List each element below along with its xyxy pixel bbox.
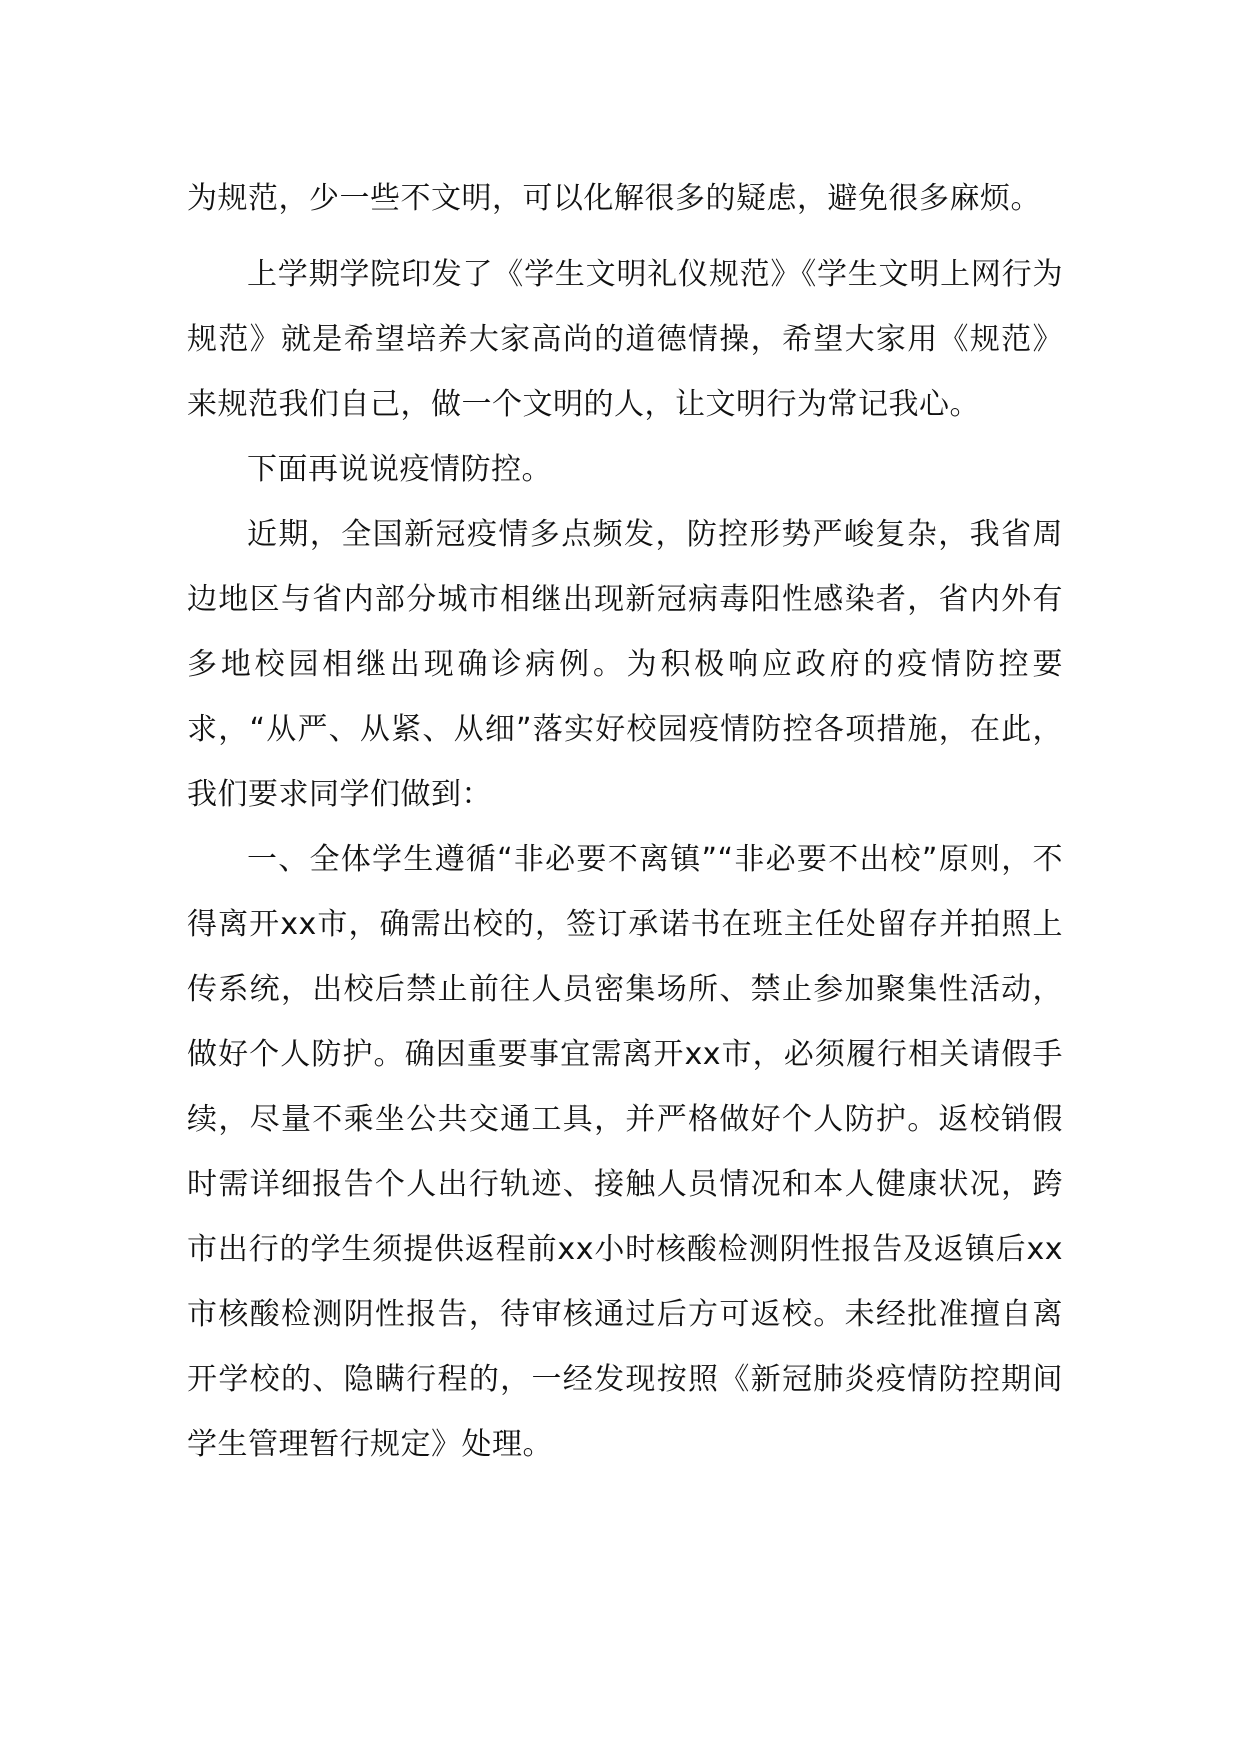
paragraph-regulations: 上学期学院印发了《学生文明礼仪规范》《学生文明上网行为规范》就是希望培养大家高尚的道德情操，希望大家用《规范》来规范我们自己，做一个文明的人，让文明行为常记我心。 — [187, 257, 1063, 422]
paragraph-epidemic-intro: 下面再说说疫情防控。 — [247, 452, 552, 487]
document-body — [187, 166, 1063, 1477]
paragraph-rule-one: 一、全体学生遵循“非必要不离镇”“非必要不出校”原则，不得离开xx市，确需出校的，签订承诺书在班主任处留存并拍照上传系统，出校后禁止前往人员密集场所、禁止参加聚集性活动，做好个人防护。确因重要事宜需离开xx市，必须履行相关请假手续，尽量不乘坐公共交通工具，并严格做好个人防护。返校销假时需详细报告个人出行轨迹、接触人员情况和本人健康状况，跨市出行的学生须提供返程前xx小时核酸检测阴性报告及返镇后xx市核酸检测阴性报告，待审核通过后方可返校。未经批准擅自离开学校的、隐瞒行程的，一经发现按照《新冠肺炎疫情防控期间学生管理暂行规定》处理。 — [187, 842, 1063, 1462]
paragraph-epidemic-situation: 近期，全国新冠疫情多点频发，防控形势严峻复杂，我省周边地区与省内部分城市相继出现新冠病毒阳性感染者，省内外有多地校园相继出现确诊病例。为积极响应政府的疫情防控要求，“从严、从紧、从细”落实好校园疫情防控各项措施，在此，我们要求同学们做到： — [187, 517, 1063, 812]
paragraph-continuation: 为规范，少一些不文明，可以化解很多的疑虑，避免很多麻烦。 — [187, 181, 1041, 216]
